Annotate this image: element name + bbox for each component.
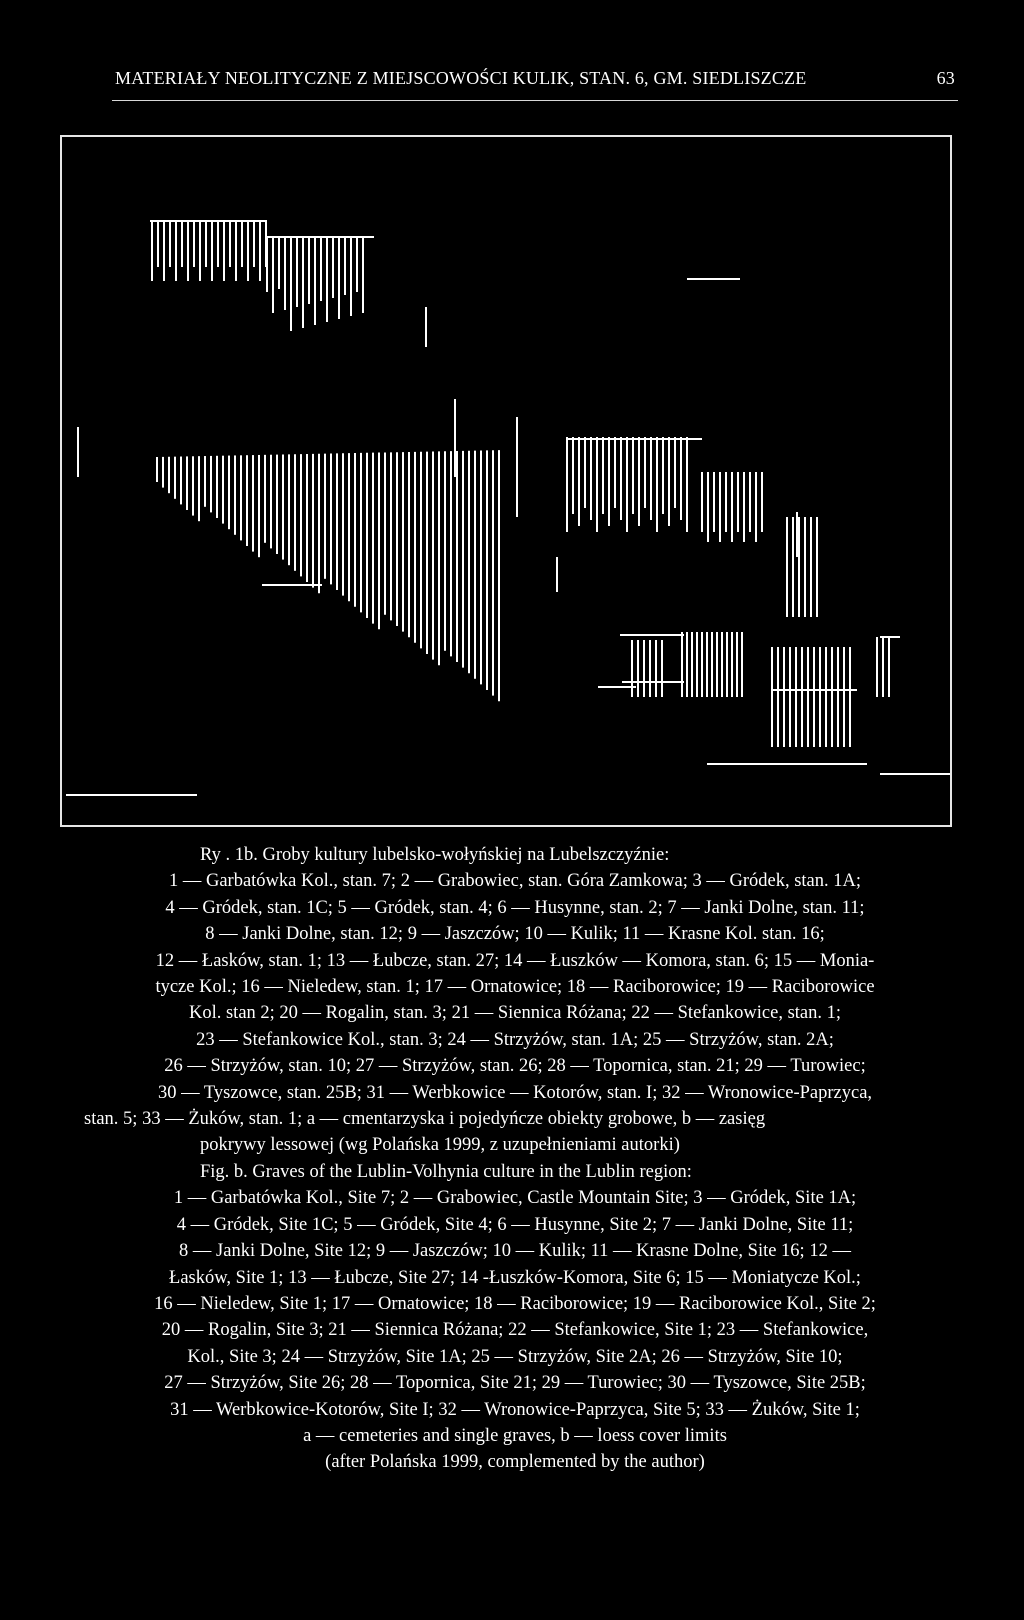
caption-line: 1 — Garbatówka Kol., stan. 7; 2 — Grabowiec, stan. Góra Zamkowa; 3 — Gródek, stan. 1A; bbox=[168, 871, 862, 892]
caption-line: 8 — Janki Dolne, Site 12; 9 — Jaszczów; 10 — Kulik; 11 — Krasne Dolne, Site 16; 12 — bbox=[179, 1241, 851, 1262]
caption-line: a — cemeteries and single graves, b — loess cover limits bbox=[303, 1425, 727, 1446]
caption-line: tycze Kol.; 16 — Nieledew, stan. 1; 17 — Ornatowice; 18 — Raciborowice; 19 — Raciborowice bbox=[155, 977, 875, 998]
caption-line: 20 — Rogalin, Site 3; 21 — Siennica Różana; 22 — Stefankowice, Site 1; 23 — Stefankowice, bbox=[161, 1320, 869, 1341]
caption-line: 26 — Strzyżów, stan. 10; 27 — Strzyżów, stan. 26; 28 — Topornica, stan. 21; 29 — Turowiec; bbox=[164, 1056, 866, 1077]
caption-line: 23 — Stefankowice Kol., stan. 3; 24 — Strzyżów, stan. 1A; 25 — Strzyżów, stan. 2A; bbox=[196, 1029, 834, 1050]
caption-line: 31 — Werbkowice-Kotorów, Site I; 32 — Wronowice-Paprzyca, Site 5; 33 — Żuków, Site 1; bbox=[170, 1399, 860, 1420]
page-number: 63 bbox=[936, 68, 955, 88]
caption-line: 4 — Gródek, Site 1C; 5 — Gródek, Site 4; 6 — Husynne, Site 2; 7 — Janki Dolne, Site 11; bbox=[176, 1214, 854, 1235]
caption-line: (after Polańska 1999, complemented by the author) bbox=[325, 1452, 705, 1473]
caption-line: 30 — Tyszowce, stan. 25B; 31 — Werbkowice — Kotorów, stan. I; 32 — Wronowice-Paprzyca, bbox=[157, 1082, 873, 1103]
caption-line: 4 — Gródek, stan. 1C; 5 — Gródek, stan. 4; 6 — Husynne, stan. 2; 7 — Janki Dolne, stan. 11; bbox=[165, 897, 865, 918]
caption-line: Łasków, Site 1; 13 — Łubcze, Site 27; 14 -Łuszków-Komora, Site 6; 15 — Moniatycze Kol.; bbox=[169, 1267, 861, 1288]
caption-line: 27 — Strzyżów, Site 26; 28 — Topornica, Site 21; 29 — Turowiec; 30 — Tyszowce, Site 25B; bbox=[164, 1373, 866, 1394]
figure-caption bbox=[70, 842, 960, 1476]
caption-line: stan. 5; 33 — Żuków, stan. 1; a — cmentarzyska i pojedyńcze obiekty grobowe, b — zasięg bbox=[84, 1109, 766, 1130]
header-rule bbox=[112, 100, 958, 101]
caption-line: Kol. stan 2; 20 — Rogalin, stan. 3; 21 — Siennica Różana; 22 — Stefankowice, stan. 1; bbox=[188, 1003, 842, 1024]
caption-polish bbox=[70, 842, 960, 1159]
caption-line: Fig. b. Graves of the Lublin-Volhynia culture in the Lublin region: bbox=[200, 1161, 692, 1182]
caption-line: 16 — Nieledew, Site 1; 17 — Ornatowice; 18 — Raciborowice; 19 — Raciborowice Kol., Site 2; bbox=[154, 1293, 876, 1314]
caption-line: pokrywy lessowej (wg Polańska 1999, z uzupełnieniami autorki) bbox=[200, 1135, 680, 1156]
caption-line: Ry . 1b. Groby kultury lubelsko-wołyńskiej na Lubelszczyźnie: bbox=[200, 845, 670, 865]
map-figure bbox=[60, 135, 952, 827]
running-title: MATERIAŁY NEOLITYCZNE Z MIEJSCOWOŚCI KULIK, STAN. 6, GM. SIEDLISZCZE bbox=[115, 68, 807, 88]
caption-line: 12 — Łasków, stan. 1; 13 — Łubcze, stan. 27; 14 — Łuszków — Komora, stan. 6; 15 — Monia- bbox=[155, 950, 875, 971]
caption-line: 8 — Janki Dolne, stan. 12; 9 — Jaszczów; 10 — Kulik; 11 — Krasne Kol. stan. 16; bbox=[205, 924, 825, 945]
caption-english bbox=[70, 1159, 960, 1476]
caption-line: Kol., Site 3; 24 — Strzyżów, Site 1A; 25 — Strzyżów, Site 2A; 26 — Strzyżów, Site 10; bbox=[187, 1346, 843, 1367]
loess-map bbox=[62, 137, 950, 825]
caption-line: 1 — Garbatówka Kol., Site 7; 2 — Grabowiec, Castle Mountain Site; 3 — Gródek, Site 1A; bbox=[173, 1188, 857, 1209]
running-header bbox=[115, 68, 955, 104]
